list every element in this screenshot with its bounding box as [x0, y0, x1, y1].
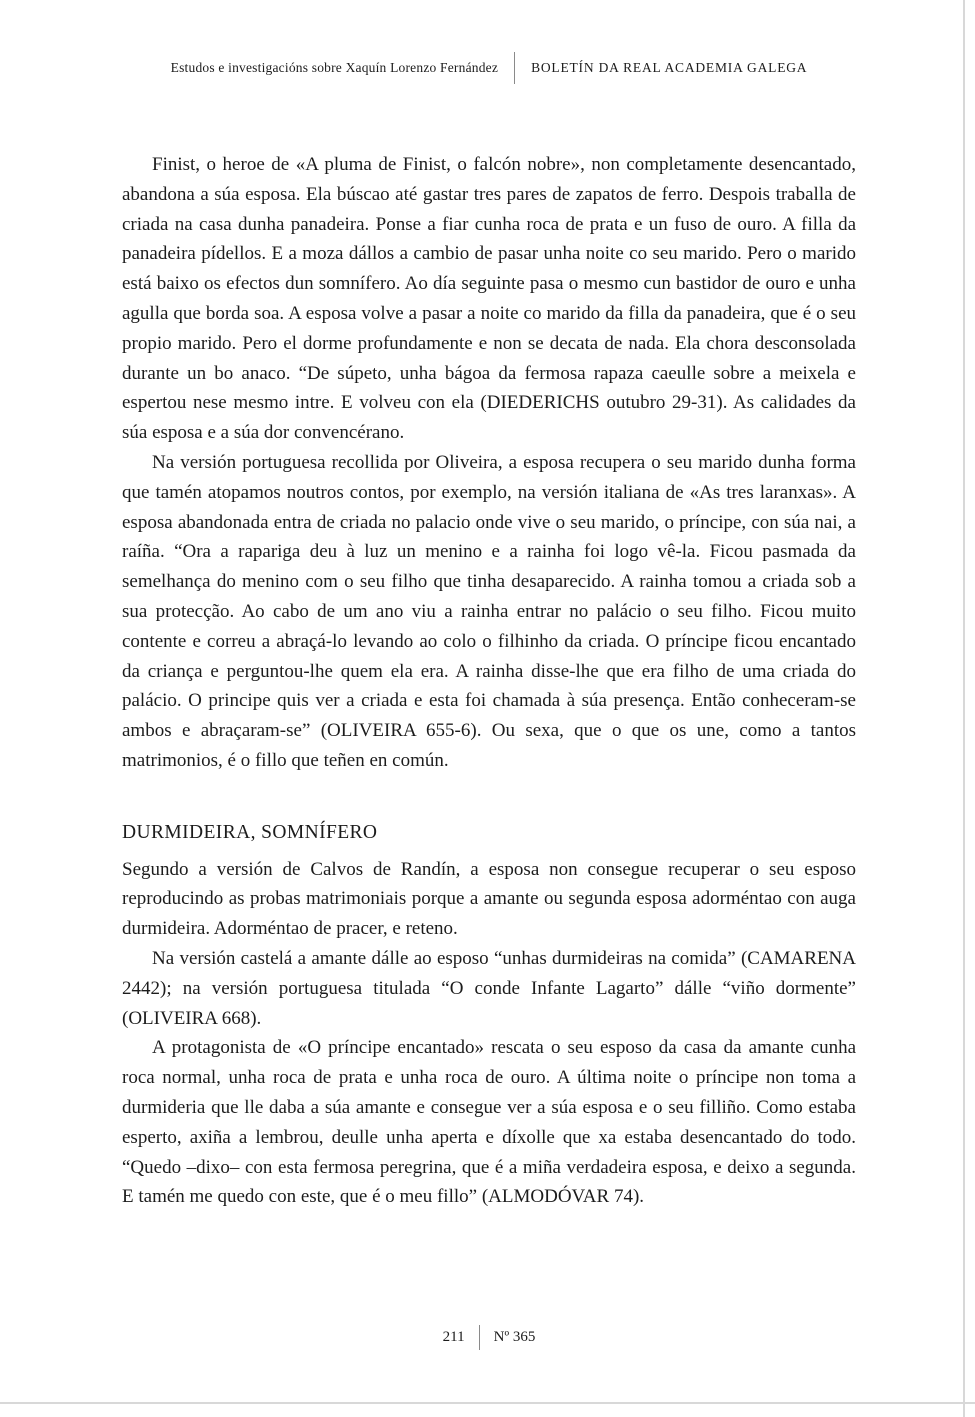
- issue-number: Nº 365: [493, 1329, 536, 1345]
- paragraph-version-portuguesa: Na versión portuguesa recollida por Oliveira, a esposa recupera o seu marido dunha forma que tamén atopamos noutros contos, por exemplo, na versión italiana de «As tres laranxas». A esposa abandonada entra de criada no palacio onde vive o seu marido, o príncipe, con súa nai, a raíña. “Ora a rapariga deu à luz un menino e a rainha foi logo vê-la. Ficou pasmada da semelhança do menino com o seu filho que tinha desaparecido. A rainha tomou a criada sob a sua protecção. Ao cabo de um ano viu a rainha entrar no palácio o seu filho. Ficou muito contente e correu a abraçá-lo levando ao colo o filhinho da criada. O príncipe ficou encantado da criança e perguntou-lhe quem ela era. A rainha disse-lhe que era filho de uma criada do palácio. O principe quis ver a criada e esta foi chamada à súa presença. Então conheceram-se ambos e abraçaram-se” (OLIVEIRA 655-6). Ou sexa, que o que os une, como a tantos matrimonios, é o fillo que teñen en común.: [122, 451, 856, 771]
- paragraph-finist: Finist, o heroe de «A pluma de Finist, o falcón nobre», non completamente desencantado, abandona a súa esposa. Ela búscao até gastar tres pares de zapatos de ferro. Despois traballa de criada na casa dunha panadeira. Ponse a fiar cunha roca de prata e un fuso de ouro. A filla da panadeira pídellos. E a moza dállos a cambio de pasar unha noite co seu marido. Pero o marido está baixo os efectos dun somnífero. Ao día seguinte pasa o mesmo cun bastidor de ouro e unha agulla que borda soa. A esposa volve a pasar a noite co marido da filla da panadeira, que é o seu propio marido. Pero el dorme profundamente e non se decata de nada. Ela chora desconsolada durante un bo anaco. “De súpeto, unha bágoa da fermosa rapaza caeulle sobre a meixela e espertou nese mesmo intre. E volveu con ela (DIEDERICHS outubro 29-31). As calidades da súa esposa e a súa dor convencérano.: [122, 154, 856, 444]
- header-divider: [514, 52, 515, 84]
- section-heading: DURMIDEIRA, SOMNÍFERO: [122, 821, 378, 843]
- paragraph-principe-encantado: A protagonista de «O príncipe encantado» rescata o seu esposo da casa da amante cunha roca normal, unha roca de prata e unha roca de ouro. A última noite o príncipe non toma a durmideria que lle daba a súa amante e consegue ver a súa esposa e o seu filliño. Como estaba esperto, axiña a lembrou, deulle unha aperta e díxolle que xa estaba desencantado do todo. “Quedo –dixo– con esta fermosa peregrina, que é a miña verdadeira esposa, e deixo a segunda. E tamén me quedo con este, que é o meu fillo” (ALMODÓVAR 74).: [122, 1037, 856, 1208]
- running-head-right: BOLETÍN DA REAL ACADEMIA GALEGA: [531, 60, 808, 75]
- paragraph-version-castela: Na versión castelá a amante dálle ao esposo “unhas durmideiras na comida” (CAMARENA 2442); na versión portuguesa titulada “O conde Infante Lagarto” dálle “viño dormente” (OLIVEIRA 668).: [122, 947, 856, 1029]
- page-number: 211: [442, 1329, 465, 1345]
- running-head-left: Estudos e investigacións sobre Xaquín Lorenzo Fernández: [170, 60, 499, 75]
- page-body: [122, 150, 856, 1212]
- scan-edge-bottom: [0, 1402, 975, 1404]
- page-header: [122, 52, 856, 84]
- paragraph-calvos-de-randin: Segundo a versión de Calvos de Randín, a esposa non consegue recuperar o seu esposo reproducindo as probas matrimoniais porque a amante ou segunda esposa adorméntao con auga durmideira. Adorméntao de pracer, e reteno.: [122, 858, 856, 940]
- scan-edge-right: [963, 0, 965, 1417]
- page-footer: [122, 1325, 856, 1350]
- footer-divider: [479, 1325, 480, 1350]
